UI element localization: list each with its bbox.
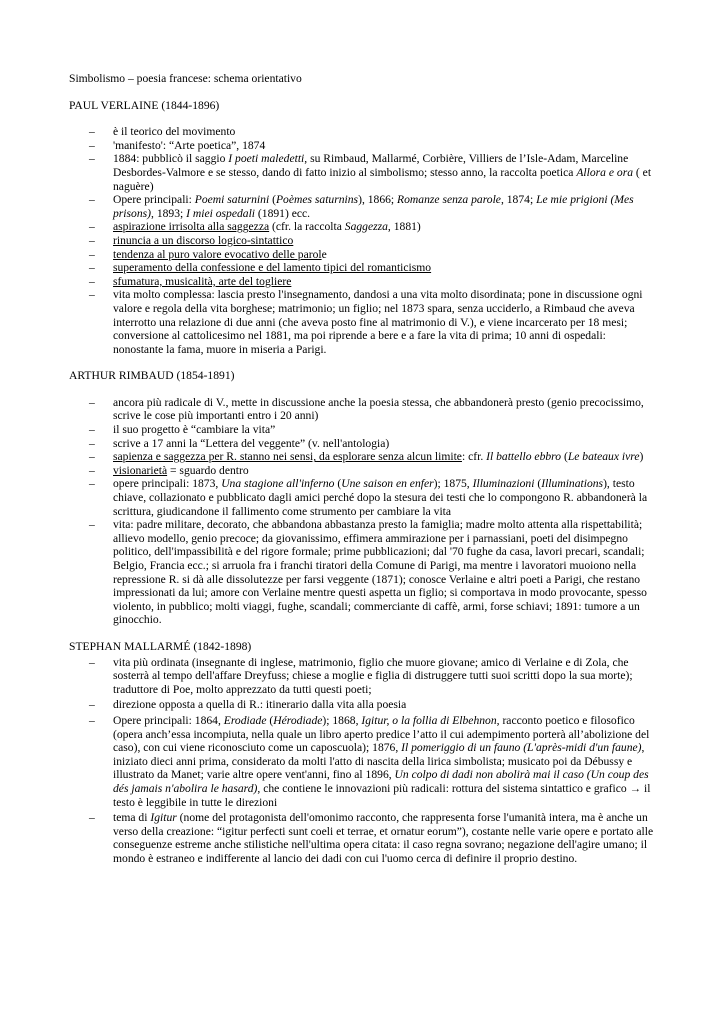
item-text: : cfr. (461, 450, 487, 464)
underlined-text: sapienza e saggezza per R. stanno nei sensi, da esplorare senza alcun limite (113, 450, 462, 464)
dash-bullet: – (89, 220, 95, 234)
italic-text: Allora e ora (576, 165, 634, 179)
list-item (69, 811, 654, 865)
section-rimbaud (69, 369, 654, 627)
item-text: , 1893; (151, 206, 187, 220)
dash-bullet: – (89, 193, 95, 207)
section-title-mallarme: STEPHAN MALLARMÉ (1842-1898) (69, 639, 252, 653)
list-item (69, 437, 654, 451)
item-text: ), 1866; (358, 193, 398, 207)
item-text: ( (334, 477, 342, 491)
italic-text: I miei ospedali (186, 206, 256, 220)
list-item (69, 450, 654, 464)
item-text: ( et naguère) (113, 165, 652, 193)
italic-text: Poèmes saturnins (275, 193, 359, 207)
dash-bullet: – (89, 138, 95, 152)
mallarme-list (69, 656, 654, 866)
item-text: ); 1868, (322, 713, 362, 727)
item-text: ( (266, 713, 274, 727)
item-text: (nome del protagonista dell'omonimo racconto, che rappresenta forse l'umanità intera, ma è anche un verso della creazione: “igitur perfecti sunt coeli et terrae, et ornatur eorum”), costante nelle varie opere e portato alle conseguenze estreme anche stilistiche nell'ultima opera citata: il caso regna sovrano; negazione dell'agire umano; il mondo è estraneo e indifferente al lancio dei dadi con cui l'uomo cerca di definire il proprio destino. (113, 811, 654, 865)
item-text: e (321, 247, 327, 261)
list-item (69, 714, 654, 809)
list-item (69, 518, 654, 627)
italic-text: Illuminations (541, 477, 604, 491)
list-item (69, 193, 654, 220)
italic-text: Le mie prigioni (Mes prisons) (113, 193, 634, 220)
dash-bullet: – (89, 152, 95, 166)
rimbaud-list (69, 396, 654, 627)
list-item (69, 152, 654, 193)
list-item (69, 248, 654, 262)
list-item (69, 423, 654, 437)
underlined-text: aspirazione irrisolta alla saggezza (113, 220, 270, 234)
italic-text: Una stagione all'inferno (221, 477, 335, 491)
list-item (69, 220, 654, 234)
italic-text: Hérodiade (273, 713, 323, 727)
list-item (69, 125, 654, 139)
dash-bullet: – (89, 247, 95, 261)
item-text: ), testo chiave, collazionato e pubblicato dagli amici perché dopo la stesura dei testi che lo compongono R. abbandonerà la scrittura, giudicandone il fallimento come strumento per cambiare la vita (113, 477, 648, 518)
dash-bullet: – (89, 261, 95, 275)
section-verlaine (69, 99, 654, 357)
dash-bullet: – (89, 713, 95, 727)
dash-bullet: – (89, 463, 95, 477)
underlined-text: visionarietà (113, 463, 168, 477)
underlined-text: superamento della confessione e del lamento tipici del romanticismo (113, 261, 432, 275)
dash-bullet: – (89, 274, 95, 288)
italic-text: Il pomeriggio di un fauno (L'après-midi d'un faune) (401, 741, 642, 755)
item-text: (cfr. la raccolta (269, 220, 345, 234)
item-text: ( (534, 477, 542, 491)
list-item (69, 275, 654, 289)
italic-text: Saggezza (344, 220, 388, 234)
item-text: racconto poetico e filosofico (opera anch’essa incompiuta, nella quale un libro aperto predice l’atto il cui adempimento porterà all’abolizione del caso), con cui viene riconosciuto come un caposcuola); 1876, (113, 713, 650, 755)
dash-bullet: – (89, 395, 95, 409)
list-item (69, 261, 654, 275)
item-text: , che contiene le innovazioni più radicali: rottura del sistema sintattico e grafico → il testo è leggibile in tutte le direzioni (113, 781, 651, 809)
list-item (69, 464, 654, 478)
dash-bullet: – (89, 811, 95, 825)
item-text: opere principali: 1873, (113, 477, 222, 491)
section-title-rimbaud: ARTHUR RIMBAUD (1854-1891) (69, 369, 235, 383)
dash-bullet: – (89, 450, 95, 464)
item-text: il suo progetto è “cambiare la vita” (113, 423, 276, 437)
item-text: ( (269, 193, 276, 207)
list-item (69, 477, 654, 518)
list-item (69, 396, 654, 423)
italic-text: Une saison en enfer (341, 477, 434, 491)
item-text: , su Rimbaud, Mallarmé, Corbière, Villiers de l’Isle-Adam, Marceline Desbordes-Valmore e se stesso, dando di fatto inizio al simbolismo; stesso anno, la raccolta poetica (113, 152, 629, 179)
document-title: Simbolismo – poesia francese: schema orientativo (69, 72, 302, 85)
list-item (69, 288, 654, 356)
verlaine-list (69, 125, 654, 356)
underlined-text: tendenza al puro valore evocativo delle parol (113, 247, 322, 261)
item-text: vita: padre militare, decorato, che abbandona abbastanza presto la famiglia; madre molto attenta alla rispettabilità; allievo modello, genio precoce; da giovanissimo, effimera ammirazione per i parnassiani, poeti del disimpegno politico, dell'impassibilità e del rigore formale; prime pubblicazioni; dal '70 fughe da casa, lavori precari, scandali; Belgio, Francia ecc.; si arruola fra i franchi tiratori della Comune di Parigi, ma mentre i lavoratori muoiono nella repressione R. si dà alle dissolutezze per farsi veggente (1871); conosce Verlaine e altri poeti a Parigi, che restano impressionati da lui; amore con Verlaine mentre questi aspetta un figlio; si comportava in modo provocante, spesso violento, in pubblico; molti viaggi, fughe, scandali; commerciante di caffè, armi, forse schiavi; 1891: tumore a un ginocchio. (113, 518, 647, 627)
italic-text: I poeti maledetti (228, 152, 305, 166)
dash-bullet: – (89, 423, 95, 437)
item-text: vita più ordinata (insegnante di inglese, matrimonio, figlio che muore giovane; amico di Verlaine e di Zola, che sosterrà al tempo dell'affare Dreyfuss; chiese a moglie e figlia di distruggere tutti suoi scritti dopo la sua morte); traduttore di Poe, molto apprezzato da tutti questi poeti; (113, 655, 633, 696)
item-text: , iniziato dieci anni prima, considerato da molti l'atto di nascita della lirica simbolista; musicato poi da Débussy e illustrato da Manet; varie altre opere vent'anni, fino al 1896, (113, 741, 645, 782)
dash-bullet: – (89, 477, 95, 491)
dash-bullet: – (89, 125, 95, 139)
italic-text: Romanze senza parole (397, 193, 501, 207)
list-item (69, 139, 654, 153)
item-text: vita molto complessa: lascia presto l'insegnamento, dandosi a una vita molto disordinata; pone in discussione ogni valore e regola della vita borghese; matrimonio; un figlio; nel 1873 spara, senza ucciderlo, a Rimbaud che aveva interrotto una relazione di due anni (che aveva posto fine al matrimonio di V.), e viene incarcerato per 18 mesi; conversione al cattolicesimo nel 1881, ma poi riprende a bere e a fare la vita di prima; 10 anni di ospedali: nonostante la fama, muore in miseria a Parigi. (113, 288, 643, 356)
item-text: ( (561, 450, 568, 464)
item-text: è il teorico del movimento (113, 125, 236, 139)
dash-bullet: – (89, 233, 95, 247)
dash-bullet: – (89, 518, 95, 532)
item-text: = sguardo dentro (167, 463, 249, 477)
italic-text: Igitur (150, 811, 177, 825)
italic-text: Le bateaux ivre (567, 450, 640, 464)
item-text: ancora più radicale di V., mette in discussione anche la poesia stessa, che abbandonerà presto (genio precocissimo, scrive le cose più importanti entro i 20 anni) (113, 395, 644, 423)
underlined-text: rinuncia a un discorso logico-sintattico (113, 233, 294, 247)
list-item (69, 698, 654, 712)
item-text: direzione opposta a quella di R.: itinerario dalla vita alla poesia (113, 698, 407, 712)
list-item (69, 234, 654, 248)
italic-text: Illuminazioni (472, 477, 535, 491)
section-mallarme (69, 640, 654, 866)
italic-text: Poemi saturnini (194, 193, 270, 207)
item-text: ); 1875, (433, 477, 473, 491)
underlined-text: sfumatura, musicalità, arte del togliere (113, 274, 292, 288)
italic-text: Un colpo di dadi non abolirà mai il caso (Un coup des dés jamais n'abolira le hasard) (113, 768, 649, 795)
item-text: 'manifesto': “Arte poetica”, 1874 (113, 138, 266, 152)
dash-bullet: – (89, 288, 95, 302)
item-text: Opere principali: 1864, (113, 713, 224, 727)
item-text: 1884: pubblicò il saggio (113, 152, 229, 166)
item-text: ) (639, 450, 644, 464)
list-item (69, 656, 654, 697)
item-text: scrive a 17 anni la “Lettera del veggente” (v. nell'antologia) (113, 436, 390, 450)
item-text: , 1881) (387, 220, 421, 234)
document-page (69, 72, 654, 878)
italic-text: Il battello ebbro (486, 450, 562, 464)
dash-bullet: – (89, 655, 95, 669)
italic-text: Erodiade (223, 713, 267, 727)
item-text: Opere principali: (113, 193, 195, 207)
item-text: tema di (113, 811, 151, 825)
section-title-verlaine: PAUL VERLAINE (1844-1896) (69, 98, 220, 112)
italic-text: Igitur, o la follia di Elbehnon, (361, 713, 500, 727)
item-text: , 1874; (500, 193, 537, 207)
item-text: (1891) ecc. (255, 206, 311, 220)
dash-bullet: – (89, 436, 95, 450)
dash-bullet: – (89, 698, 95, 712)
